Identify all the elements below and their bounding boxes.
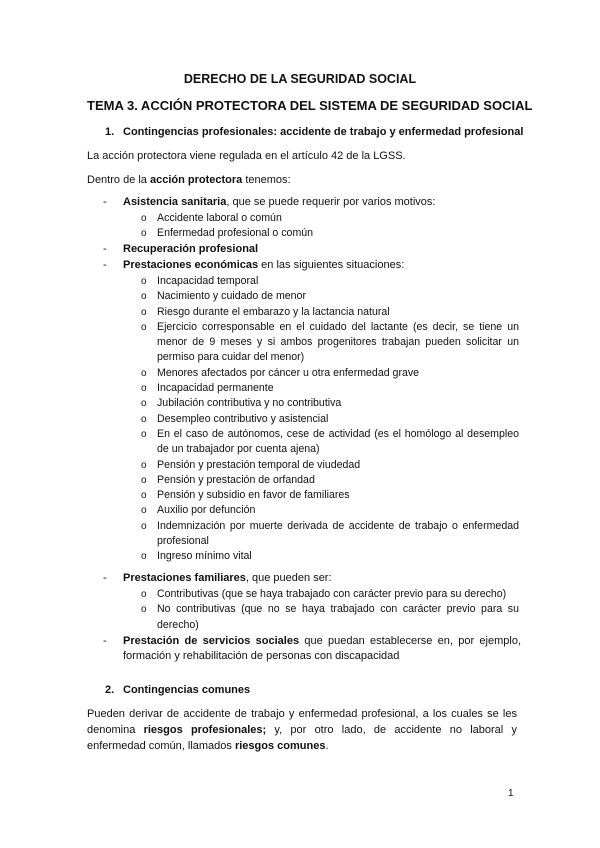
recuperacion-item — [103, 242, 521, 257]
list-item — [139, 396, 519, 411]
bullet-marker: o — [141, 383, 147, 395]
section-2-title: Contingencias comunes — [123, 684, 251, 696]
dash-marker: - — [103, 259, 107, 271]
bullet-marker: o — [141, 398, 147, 410]
comunes-text-1: Pueden derivar de accidente de trabajo y enfermedad profesional, a los cuales se les denomina — [87, 708, 517, 736]
servicios-sociales-rest: que puedan establecerse en, por ejemplo, formación y rehabilitación de personas con discapacidad — [123, 635, 521, 663]
bullet-marker: o — [141, 276, 147, 287]
section-1-number: 1. — [105, 126, 115, 138]
section-2-heading — [105, 684, 250, 696]
list-item-text: Accidente laboral o común — [157, 212, 282, 224]
list-item-text: Incapacidad temporal — [157, 275, 259, 287]
bullet-marker: o — [141, 228, 147, 240]
list-item-text: Incapacidad permanente — [157, 382, 274, 395]
list-item — [139, 458, 519, 473]
tema-title: TEMA 3. ACCIÓN PROTECTORA DEL SISTEMA DE SEGURIDAD SOCIAL — [87, 98, 533, 113]
bullet-marker: o — [141, 306, 147, 318]
bullet-marker: o — [141, 321, 147, 333]
bullet-marker: o — [141, 604, 147, 616]
bullet-marker: o — [141, 367, 147, 379]
list-item-text: Pensión y prestación temporal de viudedad — [157, 458, 361, 471]
comunes-text-2: y, por otro lado, de accidente no laboral y enfermedad común, llamados — [87, 724, 517, 752]
dentro-pre: Dentro de la — [87, 174, 150, 186]
bullet-marker: o — [141, 474, 147, 486]
list-item-text: En el caso de autónomos, cese de actividad (es el homólogo al desempleo de un trabajador por cuenta ajena) — [157, 427, 519, 456]
bullet-marker: o — [141, 413, 147, 425]
list-item — [139, 549, 519, 564]
prestaciones-economicas-sublist — [139, 274, 519, 565]
dash-marker: - — [103, 572, 107, 584]
list-item-text: Jubilación contributiva y no contributiva — [157, 397, 342, 410]
asistencia-sublist — [139, 211, 519, 242]
dentro-paragraph — [87, 172, 517, 188]
comunes-paragraph — [87, 706, 517, 754]
asistencia-item — [103, 195, 521, 210]
list-item — [139, 366, 519, 381]
list-item-text: Riesgo durante el embarazo y la lactancia natural — [157, 305, 390, 318]
dash-marker: - — [103, 196, 107, 208]
list-item — [139, 488, 519, 503]
page-number: 1 — [508, 788, 514, 799]
prestaciones-familiares-bold: Prestaciones familiares — [123, 572, 246, 584]
list-item — [139, 503, 519, 518]
list-item — [139, 320, 519, 366]
list-item — [139, 473, 519, 488]
document-title: DERECHO DE LA SEGURIDAD SOCIAL — [183, 72, 417, 86]
list-item-text: Nacimiento y cuidado de menor — [157, 290, 306, 303]
list-item — [139, 226, 519, 241]
list-item — [139, 602, 519, 633]
list-item — [139, 587, 519, 602]
riesgos-comunes: riesgos comunes — [234, 740, 326, 752]
section-2-number: 2. — [105, 684, 115, 696]
dentro-post: tenemos: — [242, 174, 291, 186]
list-item — [139, 427, 519, 458]
riesgos-profesionales: riesgos profesionales; — [143, 724, 267, 736]
comunes-text-3: . — [325, 740, 329, 752]
list-item-text: Ejercicio corresponsable en el cuidado del lactante (es decir, se tiene un menor de 9 meses y si ambos progenitores trabajan pueden solicitar un permiso para cuidar del menor) — [157, 320, 519, 364]
bullet-marker: o — [141, 589, 147, 600]
list-item-text: Pensión y prestación de orfandad — [157, 473, 315, 486]
list-item-text: Enfermedad profesional o común — [157, 227, 314, 240]
list-item-text: Ingreso mínimo vital — [157, 550, 252, 563]
asistencia-bold: Asistencia sanitaria — [123, 196, 227, 208]
section-1-heading — [105, 126, 523, 138]
bullet-marker: o — [141, 490, 147, 502]
list-item — [139, 305, 519, 320]
list-item-text: Menores afectados por cáncer u otra enfermedad grave — [157, 366, 420, 379]
list-item-text: Pensión y subsidio en favor de familiares — [157, 489, 350, 502]
list-item-text: Contributivas (que se haya trabajado con carácter previo para su derecho) — [157, 588, 507, 600]
section-1-title: Contingencias profesionales: accidente de trabajo y enfermedad profesional — [123, 126, 524, 138]
servicios-sociales-bold: Prestación de servicios sociales — [123, 635, 300, 647]
list-item — [139, 519, 519, 550]
dash-marker: - — [103, 243, 107, 255]
list-item-text: Desempleo contributivo y asistencial — [157, 412, 329, 425]
prestaciones-familiares-rest: , que pueden ser: — [245, 572, 332, 584]
prestaciones-familiares-item — [103, 571, 521, 586]
bullet-marker: o — [141, 291, 147, 303]
list-item — [139, 412, 519, 427]
list-item — [139, 211, 519, 226]
list-item-text: No contributivas (que no se haya trabajado con carácter previo para su derecho) — [157, 603, 519, 631]
prestaciones-economicas-rest: en las siguientes situaciones: — [258, 259, 405, 271]
bullet-marker: o — [141, 551, 147, 563]
bullet-marker: o — [141, 428, 147, 440]
list-item — [139, 381, 519, 396]
bullet-marker: o — [141, 505, 147, 517]
list-item — [139, 289, 519, 304]
recuperacion-bold: Recuperación profesional — [123, 243, 259, 255]
prestaciones-economicas-bold: Prestaciones económicas — [123, 259, 259, 271]
dash-marker: - — [103, 635, 107, 647]
list-item-text: Auxilio por defunción — [157, 504, 256, 517]
asistencia-rest: , que se puede requerir por varios motivos: — [226, 196, 436, 208]
list-item — [139, 274, 519, 289]
bullet-marker: o — [141, 459, 147, 471]
dentro-bold: acción protectora — [149, 174, 243, 186]
prestaciones-economicas-item — [103, 258, 521, 273]
bullet-marker: o — [141, 520, 147, 532]
prestaciones-familiares-sublist — [139, 587, 519, 633]
intro-paragraph: La acción protectora viene regulada en el artículo 42 de la LGSS. — [87, 150, 406, 162]
servicios-sociales-item — [103, 634, 521, 665]
bullet-marker: o — [141, 213, 147, 224]
list-item-text: Indemnización por muerte derivada de accidente de trabajo o enfermedad profesional — [157, 519, 519, 548]
